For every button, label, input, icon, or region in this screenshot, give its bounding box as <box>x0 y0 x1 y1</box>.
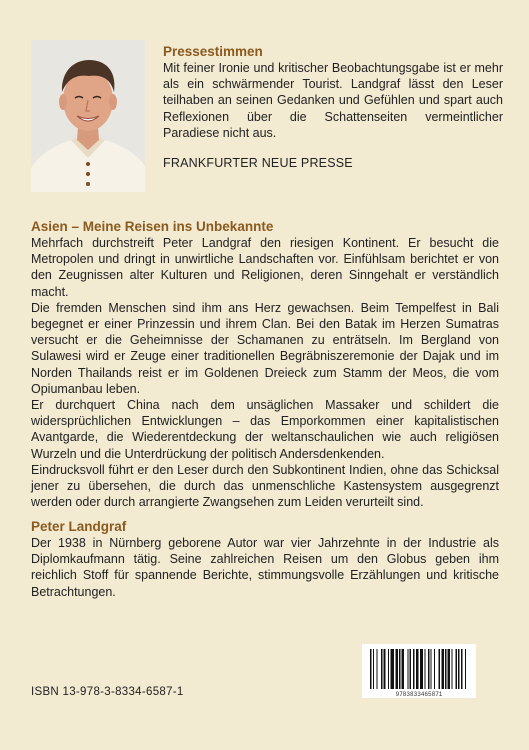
barcode-bar <box>416 649 419 689</box>
barcode-bar <box>456 649 458 689</box>
barcode <box>362 644 476 698</box>
barcode-bar <box>377 649 378 689</box>
book-title: Asien – Meine Reisen ins Unbekannte <box>31 219 274 234</box>
book-description <box>31 218 499 510</box>
barcode-bar <box>461 649 463 689</box>
barcode-bar <box>402 649 405 689</box>
barcode-bar <box>452 649 453 689</box>
barcode-bar <box>410 649 412 689</box>
barcode-bar <box>442 649 445 689</box>
barcode-bar <box>399 649 401 689</box>
barcode-bar <box>413 649 415 689</box>
barcode-bar <box>431 649 432 689</box>
barcode-bar <box>448 649 451 689</box>
book-paragraph-3: Er durchquert China nach dem unsäglichen Massaker und schildert die widersprüchlichen Entwicklungen – das Emporkommen einer kapitalistischen Avantgarde, die Wiederentdeckung der weltanschaulichen wie auch religiösen Wurzeln und die Unterdrückung der politisch Andersdenkenden. <box>31 398 499 461</box>
barcode-bar <box>381 649 383 689</box>
barcode-bar <box>373 649 374 689</box>
barcode-bar <box>428 649 430 689</box>
book-paragraph-1: Mehrfach durchstreift Peter Landgraf den riesigen Kontinent. Er besucht die Metropolen und dringt in unwirtliche Landschaften vor. Einfühlsam berichtet er von den Zeugnissen alter Kulturen und Religionen, deren Sinngehalt er verständlich macht. <box>31 236 499 299</box>
barcode-bar <box>370 649 372 689</box>
barcode-bar <box>396 649 399 689</box>
barcode-bar <box>420 649 423 689</box>
barcode-bar <box>391 649 395 689</box>
author-section <box>31 518 499 600</box>
book-paragraph-4: Eindrucksvoll führt er den Leser durch den Subkontinent Indien, ohne das Schicksal jener zu übersehen, die durch das unmenschliche Kastensystem ausgegrenzt werden oder durch arrangierte Zwangsehen zum Leiden verurteilt sind. <box>31 462 499 510</box>
isbn-number: ISBN 13-978-3-8334-6587-1 <box>31 686 184 698</box>
barcode-bar <box>384 649 386 689</box>
barcode-bar <box>465 649 466 689</box>
barcode-bars <box>362 644 476 698</box>
barcode-bar <box>425 649 426 689</box>
barcode-bar <box>445 649 447 689</box>
book-paragraph-2: Die fremden Menschen sind ihm ans Herz gewachsen. Beim Tempelfest in Bali begegnet er einer Prinzessin und ihrem Clan. Bei den Batak im Herzen Sumatras versucht er die Geheimnisse der Schamanen zu enträtseln. Im Bergland von Sulawesi wird er Zeuge einer traditionellen Begräbniszeremonie der Dajak und im Norden Thailands reist er im Goldenen Dreieck zum Stamm der Meos, die vom Opiumanbau leben. <box>31 300 499 396</box>
barcode-bar <box>408 649 409 689</box>
press-source: FRANKFURTER NEUE PRESSE <box>163 156 353 171</box>
barcode-bar <box>439 649 441 689</box>
barcode-bar <box>388 649 389 689</box>
author-photo <box>31 40 145 192</box>
barcode-digits: 9783833465871 <box>395 691 443 698</box>
author-bio: Der 1938 in Nürnberg geborene Autor war vier Jahrzehnte in der Industrie als Diplomkaufmann tätig. Seine zahlreichen Reisen um den Globus geben ihm reichlich Stoff für spannende Berichte, stimmungsvolle Erzählungen und kritische Betrachtungen. <box>31 536 499 599</box>
author-heading: Peter Landgraf <box>31 519 127 534</box>
barcode-bar <box>434 649 435 689</box>
press-heading: Pressestimmen <box>163 44 263 59</box>
press-quote: Mit feiner Ironie und kritischer Beobachtungsgabe ist er mehr als ein schwärmender Tourist. Landgraf lässt den Leser teilhaben an seinen Gedanken und Gefühlen und spart auch Reflexionen über die Schattenseiten vermeintlicher Paradiese nicht aus. <box>163 61 503 140</box>
press-section <box>163 43 503 170</box>
portrait-image <box>31 40 145 192</box>
barcode-bar <box>458 649 460 689</box>
